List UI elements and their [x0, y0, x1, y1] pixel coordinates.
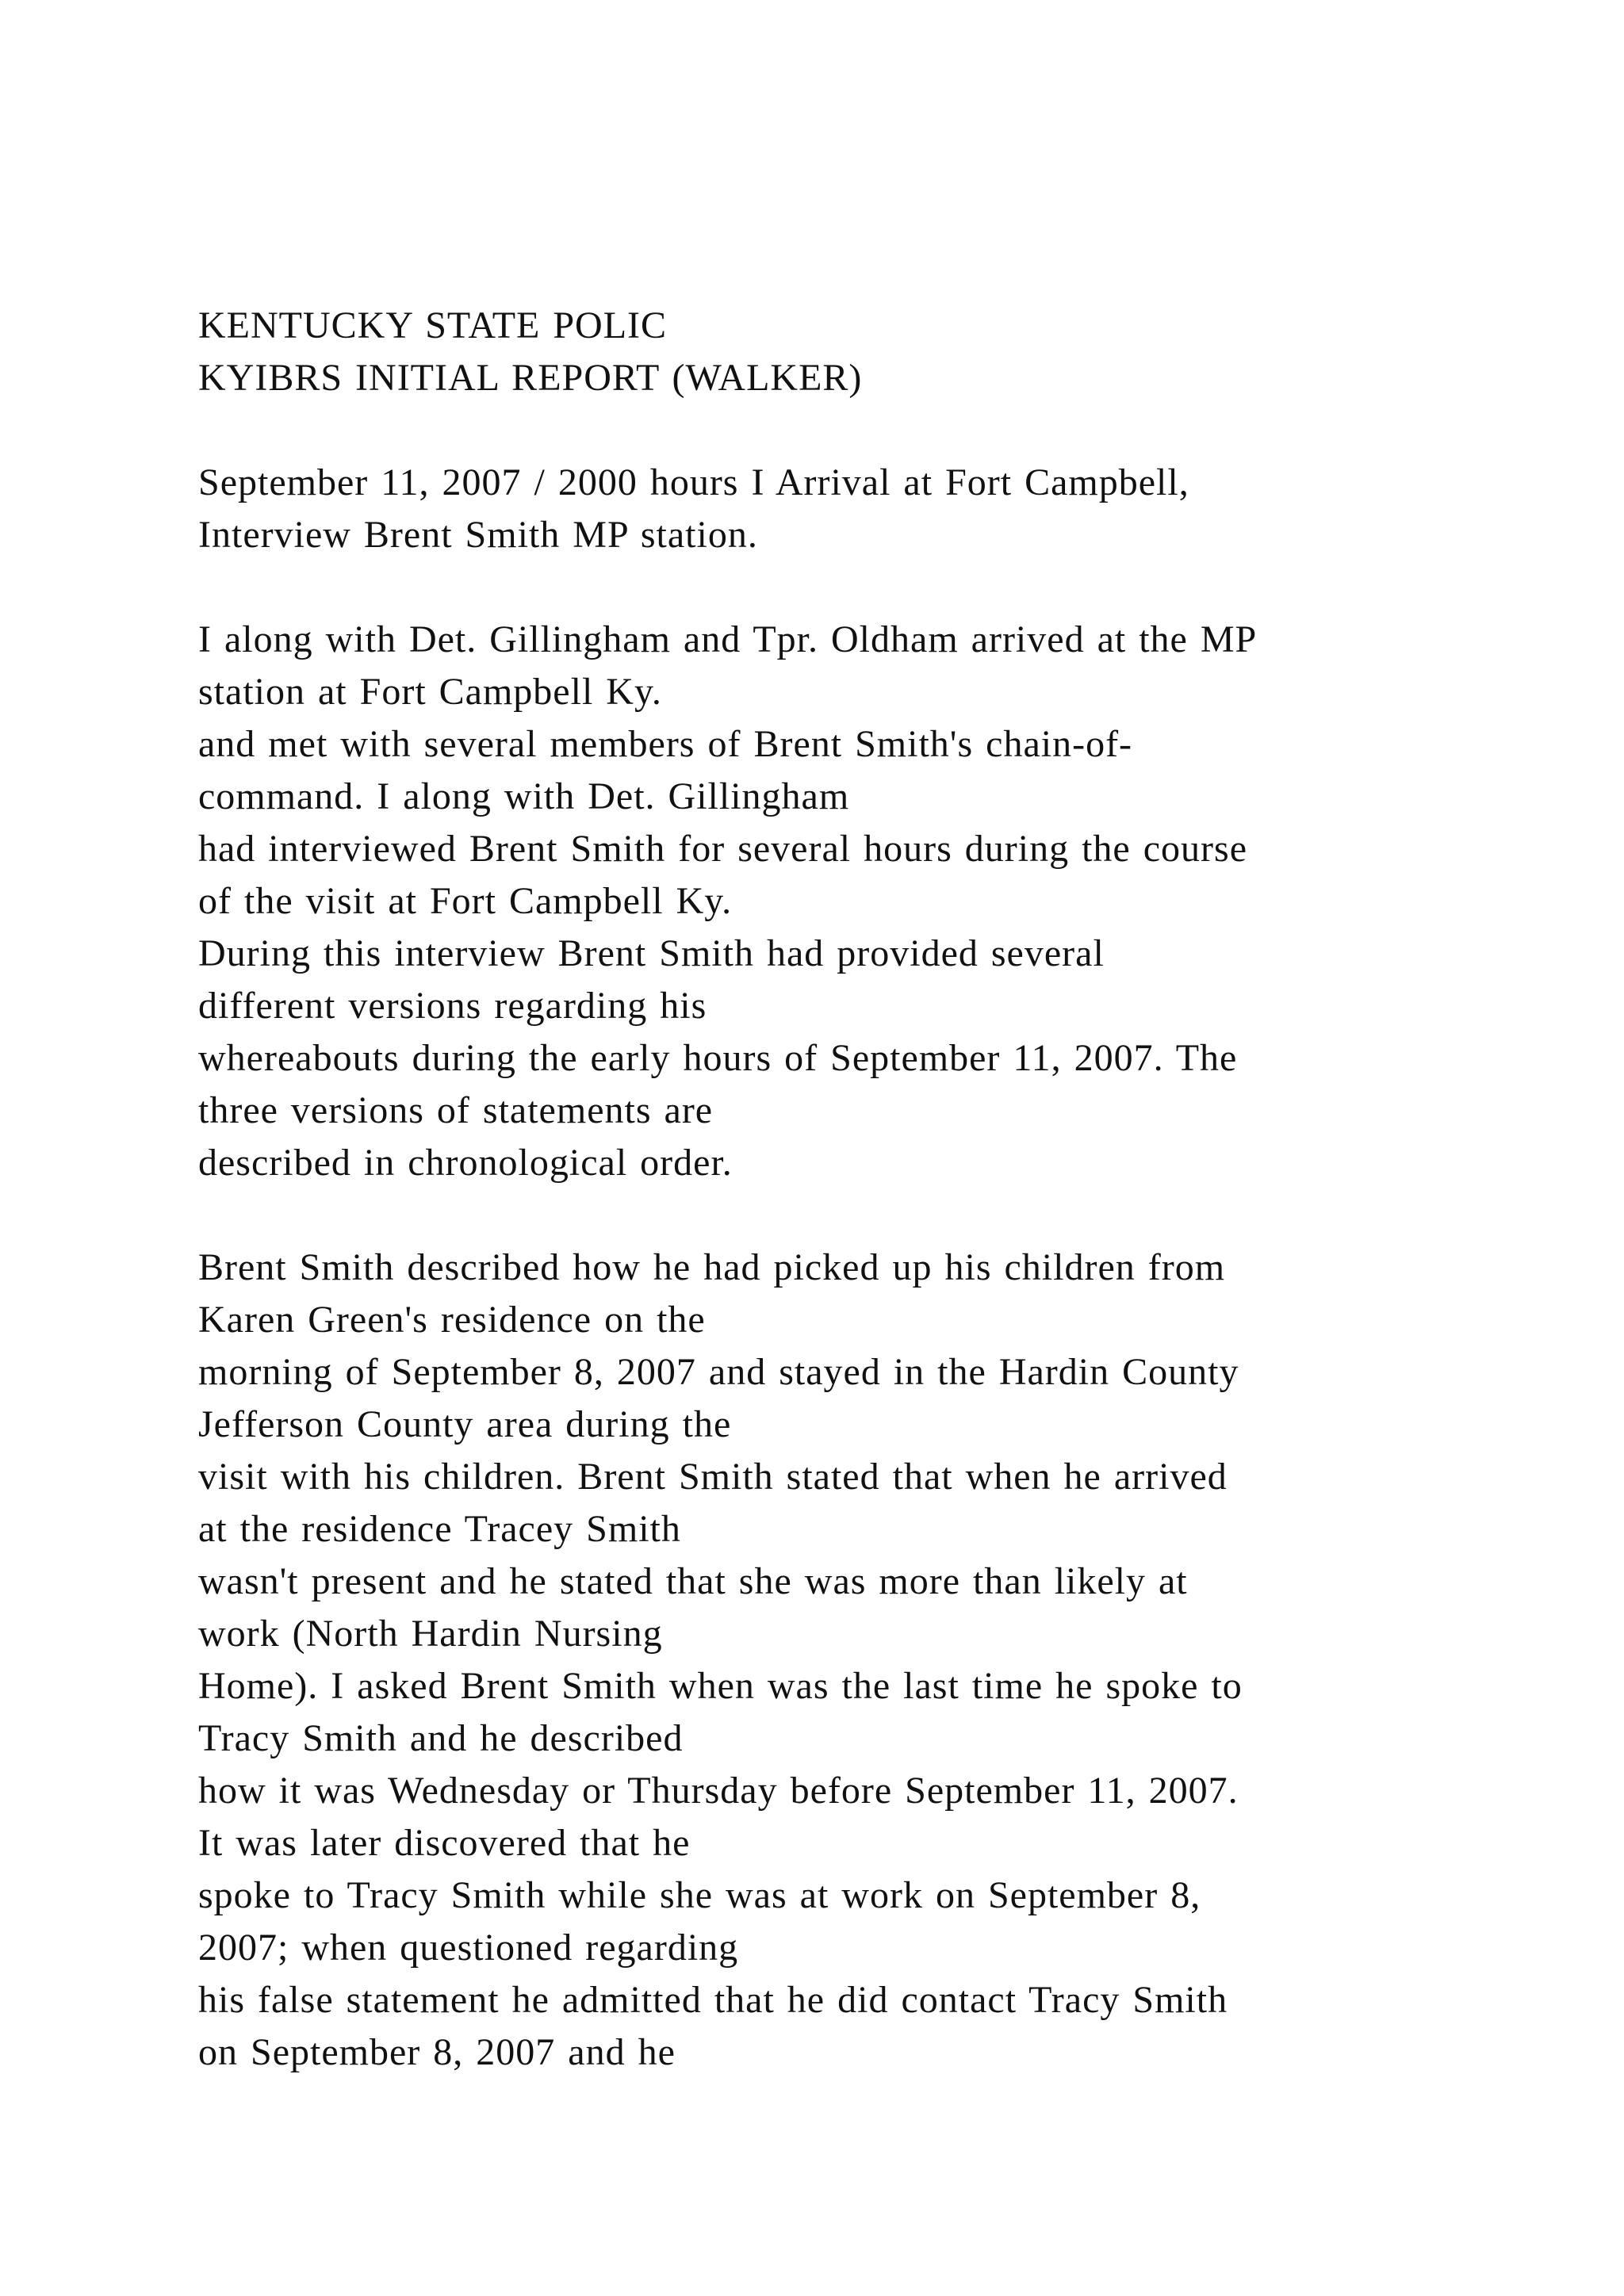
- paragraph-gap: [198, 1189, 1562, 1242]
- text-line: morning of September 8, 2007 and stayed in the Hardin County: [198, 1351, 1239, 1393]
- document-body: [198, 300, 1562, 2079]
- text-line: 2007; when questioned regarding: [198, 1927, 739, 1969]
- text-line: how it was Wednesday or Thursday before September 11, 2007.: [198, 1770, 1239, 1812]
- text-line: I along with Det. Gillingham and Tpr. Oldham arrived at the MP: [198, 618, 1258, 660]
- paragraph-arrival: [198, 457, 1562, 561]
- text-line: command. I along with Det. Gillingham: [198, 775, 850, 817]
- text-line: It was later discovered that he: [198, 1822, 691, 1864]
- paragraph-interview: [198, 614, 1562, 1189]
- text-line: Jefferson County area during the: [198, 1403, 732, 1445]
- text-line: whereabouts during the early hours of September 11, 2007. The: [198, 1037, 1238, 1079]
- text-line: and met with several members of Brent Smith's chain-of-: [198, 723, 1133, 765]
- text-line: Karen Green's residence on the: [198, 1299, 706, 1341]
- header-report-title: KYIBRS INITIAL REPORT (WALKER): [198, 357, 863, 399]
- text-line: wasn't present and he stated that she was more than likely at: [198, 1560, 1188, 1602]
- text-line: Interview Brent Smith MP station.: [198, 514, 758, 556]
- text-line: Home). I asked Brent Smith when was the last time he spoke to: [198, 1665, 1243, 1707]
- text-line: three versions of statements are: [198, 1089, 714, 1131]
- text-line: of the visit at Fort Campbell Ky.: [198, 880, 733, 922]
- text-line: station at Fort Campbell Ky.: [198, 671, 662, 713]
- text-line: Brent Smith described how he had picked up his children from: [198, 1246, 1226, 1288]
- header-agency: KENTUCKY STATE POLIC: [198, 304, 668, 346]
- text-line: described in chronological order.: [198, 1142, 733, 1184]
- text-line: at the residence Tracey Smith: [198, 1508, 681, 1550]
- text-line: work (North Hardin Nursing: [198, 1613, 663, 1655]
- report-header: [198, 300, 1562, 404]
- text-line: different versions regarding his: [198, 985, 707, 1027]
- text-line: During this interview Brent Smith had provided several: [198, 932, 1105, 974]
- text-line: September 11, 2007 / 2000 hours I Arrival at Fort Campbell,: [198, 461, 1189, 503]
- paragraph-statement: [198, 1242, 1562, 2079]
- text-line: his false statement he admitted that he did contact Tracy Smith: [198, 1979, 1228, 2021]
- text-line: Tracy Smith and he described: [198, 1717, 684, 1759]
- text-line: on September 8, 2007 and he: [198, 2031, 676, 2073]
- paragraph-gap: [198, 561, 1562, 614]
- text-line: spoke to Tracy Smith while she was at work on September 8,: [198, 1874, 1201, 1916]
- text-line: had interviewed Brent Smith for several hours during the course: [198, 828, 1247, 870]
- paragraph-gap: [198, 404, 1562, 457]
- text-line: visit with his children. Brent Smith stated that when he arrived: [198, 1456, 1228, 1498]
